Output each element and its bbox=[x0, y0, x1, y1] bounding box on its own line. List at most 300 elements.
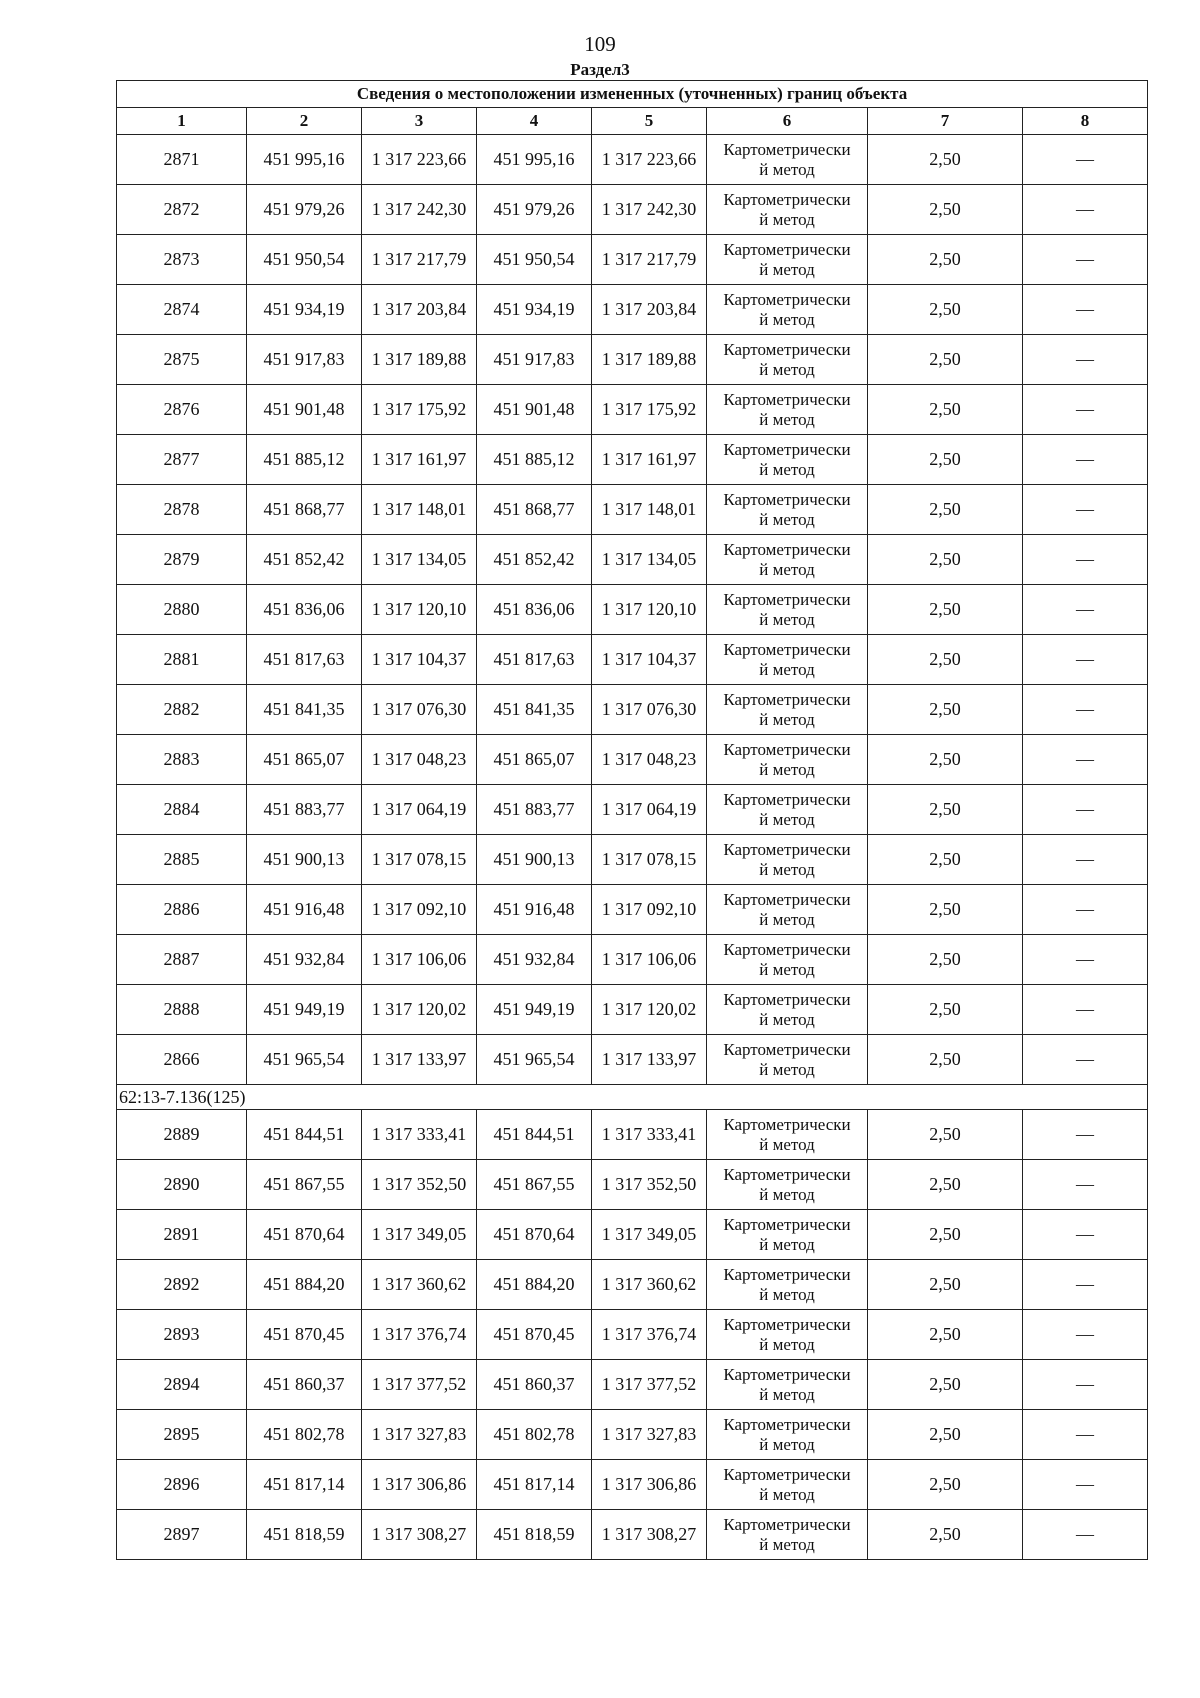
column-number: 3 bbox=[362, 108, 477, 135]
y-coordinate-new: 1 317 242,30 bbox=[592, 185, 707, 235]
group-label: 62:13-7.136(125) bbox=[117, 1085, 1148, 1110]
table-body-group-1 bbox=[117, 135, 1148, 1085]
x-coordinate: 451 932,84 bbox=[247, 935, 362, 985]
method-text-line: й метод bbox=[759, 709, 815, 729]
point-id: 2866 bbox=[117, 1035, 247, 1085]
method-text-line: й метод bbox=[759, 559, 815, 579]
method-cell bbox=[707, 435, 868, 485]
accuracy-value: 2,50 bbox=[868, 135, 1023, 185]
method-text-line: Картометрически bbox=[723, 239, 851, 259]
x-coordinate-new: 451 950,54 bbox=[477, 235, 592, 285]
x-coordinate-new: 451 865,07 bbox=[477, 735, 592, 785]
method-cell bbox=[707, 1360, 868, 1410]
table-row bbox=[117, 185, 1148, 235]
y-coordinate: 1 317 203,84 bbox=[362, 285, 477, 335]
x-coordinate: 451 867,55 bbox=[247, 1160, 362, 1210]
dash-cell: — bbox=[1023, 235, 1148, 285]
y-coordinate: 1 317 352,50 bbox=[362, 1160, 477, 1210]
dash-cell: — bbox=[1023, 985, 1148, 1035]
table-row bbox=[117, 1110, 1148, 1160]
method-text-line: й метод bbox=[759, 1284, 815, 1304]
y-coordinate-new: 1 317 064,19 bbox=[592, 785, 707, 835]
y-coordinate-new: 1 317 203,84 bbox=[592, 285, 707, 335]
table-row bbox=[117, 485, 1148, 535]
accuracy-value: 2,50 bbox=[868, 635, 1023, 685]
x-coordinate-new: 451 883,77 bbox=[477, 785, 592, 835]
y-coordinate-new: 1 317 134,05 bbox=[592, 535, 707, 585]
method-text-line: й метод bbox=[759, 609, 815, 629]
x-coordinate-new: 451 900,13 bbox=[477, 835, 592, 885]
method-text-line: й метод bbox=[759, 1184, 815, 1204]
method-cell bbox=[707, 335, 868, 385]
accuracy-value: 2,50 bbox=[868, 1210, 1023, 1260]
accuracy-value: 2,50 bbox=[868, 1260, 1023, 1310]
x-coordinate-new: 451 884,20 bbox=[477, 1260, 592, 1310]
y-coordinate-new: 1 317 376,74 bbox=[592, 1310, 707, 1360]
accuracy-value: 2,50 bbox=[868, 935, 1023, 985]
point-id: 2873 bbox=[117, 235, 247, 285]
x-coordinate-new: 451 949,19 bbox=[477, 985, 592, 1035]
method-cell bbox=[707, 235, 868, 285]
accuracy-value: 2,50 bbox=[868, 185, 1023, 235]
x-coordinate: 451 870,45 bbox=[247, 1310, 362, 1360]
y-coordinate-new: 1 317 092,10 bbox=[592, 885, 707, 935]
method-cell bbox=[707, 535, 868, 585]
method-text-line: й метод bbox=[759, 809, 815, 829]
method-text-line: Картометрически bbox=[723, 389, 851, 409]
y-coordinate-new: 1 317 352,50 bbox=[592, 1160, 707, 1210]
table-caption: Сведения о местоположении измененных (уточненных) границ объекта bbox=[117, 81, 1148, 108]
point-id: 2871 bbox=[117, 135, 247, 185]
y-coordinate: 1 317 064,19 bbox=[362, 785, 477, 835]
dash-cell: — bbox=[1023, 1360, 1148, 1410]
method-text-line: й метод bbox=[759, 909, 815, 929]
table-row bbox=[117, 585, 1148, 635]
method-cell bbox=[707, 785, 868, 835]
method-text-line: й метод bbox=[759, 1334, 815, 1354]
y-coordinate-new: 1 317 048,23 bbox=[592, 735, 707, 785]
x-coordinate-new: 451 916,48 bbox=[477, 885, 592, 935]
accuracy-value: 2,50 bbox=[868, 1310, 1023, 1360]
method-text-line: Картометрически bbox=[723, 789, 851, 809]
table-row bbox=[117, 1260, 1148, 1310]
point-id: 2880 bbox=[117, 585, 247, 635]
x-coordinate-new: 451 860,37 bbox=[477, 1360, 592, 1410]
method-text-line: й метод bbox=[759, 509, 815, 529]
y-coordinate-new: 1 317 106,06 bbox=[592, 935, 707, 985]
x-coordinate-new: 451 836,06 bbox=[477, 585, 592, 635]
table-row bbox=[117, 1410, 1148, 1460]
y-coordinate-new: 1 317 308,27 bbox=[592, 1510, 707, 1560]
dash-cell: — bbox=[1023, 1160, 1148, 1210]
y-coordinate-new: 1 317 223,66 bbox=[592, 135, 707, 185]
method-text-line: Картометрически bbox=[723, 539, 851, 559]
y-coordinate-new: 1 317 175,92 bbox=[592, 385, 707, 435]
method-cell bbox=[707, 185, 868, 235]
x-coordinate: 451 841,35 bbox=[247, 685, 362, 735]
x-coordinate: 451 950,54 bbox=[247, 235, 362, 285]
method-text-line: й метод bbox=[759, 459, 815, 479]
method-text-line: Картометрически bbox=[723, 839, 851, 859]
method-text-line: Картометрически bbox=[723, 1514, 851, 1534]
x-coordinate-new: 451 817,63 bbox=[477, 635, 592, 685]
method-text-line: Картометрически bbox=[723, 989, 851, 1009]
point-id: 2877 bbox=[117, 435, 247, 485]
x-coordinate: 451 852,42 bbox=[247, 535, 362, 585]
method-text-line: й метод bbox=[759, 159, 815, 179]
x-coordinate: 451 836,06 bbox=[247, 585, 362, 635]
method-cell bbox=[707, 1410, 868, 1460]
dash-cell: — bbox=[1023, 1110, 1148, 1160]
point-id: 2876 bbox=[117, 385, 247, 435]
accuracy-value: 2,50 bbox=[868, 785, 1023, 835]
method-cell bbox=[707, 485, 868, 535]
y-coordinate: 1 317 223,66 bbox=[362, 135, 477, 185]
x-coordinate: 451 865,07 bbox=[247, 735, 362, 785]
accuracy-value: 2,50 bbox=[868, 585, 1023, 635]
accuracy-value: 2,50 bbox=[868, 335, 1023, 385]
table-row bbox=[117, 1460, 1148, 1510]
accuracy-value: 2,50 bbox=[868, 1035, 1023, 1085]
group-heading bbox=[117, 1085, 1148, 1110]
y-coordinate: 1 317 106,06 bbox=[362, 935, 477, 985]
method-cell bbox=[707, 685, 868, 735]
x-coordinate: 451 934,19 bbox=[247, 285, 362, 335]
accuracy-value: 2,50 bbox=[868, 685, 1023, 735]
x-coordinate-new: 451 844,51 bbox=[477, 1110, 592, 1160]
method-text-line: Картометрически bbox=[723, 639, 851, 659]
point-id: 2886 bbox=[117, 885, 247, 935]
column-number: 1 bbox=[117, 108, 247, 135]
dash-cell: — bbox=[1023, 435, 1148, 485]
method-cell bbox=[707, 1260, 868, 1310]
dash-cell: — bbox=[1023, 385, 1148, 435]
y-coordinate: 1 317 134,05 bbox=[362, 535, 477, 585]
y-coordinate: 1 317 175,92 bbox=[362, 385, 477, 435]
x-coordinate: 451 883,77 bbox=[247, 785, 362, 835]
x-coordinate: 451 901,48 bbox=[247, 385, 362, 435]
point-id: 2884 bbox=[117, 785, 247, 835]
y-coordinate-new: 1 317 360,62 bbox=[592, 1260, 707, 1310]
dash-cell: — bbox=[1023, 585, 1148, 635]
accuracy-value: 2,50 bbox=[868, 285, 1023, 335]
x-coordinate-new: 451 818,59 bbox=[477, 1510, 592, 1560]
table-row bbox=[117, 1510, 1148, 1560]
x-coordinate-new: 451 868,77 bbox=[477, 485, 592, 535]
x-coordinate-new: 451 995,16 bbox=[477, 135, 592, 185]
dash-cell: — bbox=[1023, 485, 1148, 535]
accuracy-value: 2,50 bbox=[868, 885, 1023, 935]
dash-cell: — bbox=[1023, 335, 1148, 385]
accuracy-value: 2,50 bbox=[868, 435, 1023, 485]
y-coordinate: 1 317 360,62 bbox=[362, 1260, 477, 1310]
method-text-line: й метод bbox=[759, 209, 815, 229]
x-coordinate: 451 965,54 bbox=[247, 1035, 362, 1085]
y-coordinate: 1 317 242,30 bbox=[362, 185, 477, 235]
x-coordinate: 451 949,19 bbox=[247, 985, 362, 1035]
method-cell bbox=[707, 1035, 868, 1085]
y-coordinate: 1 317 306,86 bbox=[362, 1460, 477, 1510]
dash-cell: — bbox=[1023, 1310, 1148, 1360]
x-coordinate-new: 451 817,14 bbox=[477, 1460, 592, 1510]
method-text-line: Картометрически bbox=[723, 689, 851, 709]
y-coordinate: 1 317 120,02 bbox=[362, 985, 477, 1035]
y-coordinate-new: 1 317 161,97 bbox=[592, 435, 707, 485]
table-row bbox=[117, 135, 1148, 185]
method-cell bbox=[707, 735, 868, 785]
method-text-line: й метод bbox=[759, 309, 815, 329]
accuracy-value: 2,50 bbox=[868, 1110, 1023, 1160]
dash-cell: — bbox=[1023, 685, 1148, 735]
method-text-line: й метод bbox=[759, 859, 815, 879]
accuracy-value: 2,50 bbox=[868, 835, 1023, 885]
x-coordinate: 451 995,16 bbox=[247, 135, 362, 185]
x-coordinate: 451 884,20 bbox=[247, 1260, 362, 1310]
method-text-line: й метод bbox=[759, 1384, 815, 1404]
accuracy-value: 2,50 bbox=[868, 1460, 1023, 1510]
method-cell bbox=[707, 1210, 868, 1260]
point-id: 2887 bbox=[117, 935, 247, 985]
method-text-line: Картометрически bbox=[723, 1414, 851, 1434]
y-coordinate: 1 317 327,83 bbox=[362, 1410, 477, 1460]
dash-cell: — bbox=[1023, 785, 1148, 835]
y-coordinate: 1 317 333,41 bbox=[362, 1110, 477, 1160]
method-cell bbox=[707, 935, 868, 985]
table-row bbox=[117, 235, 1148, 285]
accuracy-value: 2,50 bbox=[868, 485, 1023, 535]
table-body-group-2 bbox=[117, 1110, 1148, 1560]
column-number: 4 bbox=[477, 108, 592, 135]
column-number: 7 bbox=[868, 108, 1023, 135]
dash-cell: — bbox=[1023, 285, 1148, 335]
y-coordinate: 1 317 092,10 bbox=[362, 885, 477, 935]
point-id: 2891 bbox=[117, 1210, 247, 1260]
y-coordinate-new: 1 317 133,97 bbox=[592, 1035, 707, 1085]
dash-cell: — bbox=[1023, 135, 1148, 185]
method-text-line: Картометрически bbox=[723, 739, 851, 759]
x-coordinate-new: 451 867,55 bbox=[477, 1160, 592, 1210]
y-coordinate-new: 1 317 217,79 bbox=[592, 235, 707, 285]
dash-cell: — bbox=[1023, 835, 1148, 885]
method-text-line: Картометрически bbox=[723, 889, 851, 909]
y-coordinate-new: 1 317 349,05 bbox=[592, 1210, 707, 1260]
x-coordinate: 451 844,51 bbox=[247, 1110, 362, 1160]
method-text-line: Картометрически bbox=[723, 1364, 851, 1384]
table-row bbox=[117, 735, 1148, 785]
x-coordinate-new: 451 932,84 bbox=[477, 935, 592, 985]
dash-cell: — bbox=[1023, 1210, 1148, 1260]
method-cell bbox=[707, 985, 868, 1035]
x-coordinate: 451 817,63 bbox=[247, 635, 362, 685]
point-id: 2875 bbox=[117, 335, 247, 385]
column-number: 5 bbox=[592, 108, 707, 135]
accuracy-value: 2,50 bbox=[868, 235, 1023, 285]
table-row bbox=[117, 1035, 1148, 1085]
point-id: 2882 bbox=[117, 685, 247, 735]
y-coordinate-new: 1 317 076,30 bbox=[592, 685, 707, 735]
column-number: 2 bbox=[247, 108, 362, 135]
method-text-line: Картометрически bbox=[723, 1164, 851, 1184]
dash-cell: — bbox=[1023, 1510, 1148, 1560]
method-text-line: й метод bbox=[759, 759, 815, 779]
method-text-line: Картометрически bbox=[723, 139, 851, 159]
method-text-line: Картометрически bbox=[723, 489, 851, 509]
accuracy-value: 2,50 bbox=[868, 1160, 1023, 1210]
y-coordinate: 1 317 308,27 bbox=[362, 1510, 477, 1560]
method-text-line: й метод bbox=[759, 359, 815, 379]
column-numbers-row bbox=[117, 108, 1148, 135]
method-cell bbox=[707, 1110, 868, 1160]
y-coordinate: 1 317 217,79 bbox=[362, 235, 477, 285]
table-row bbox=[117, 885, 1148, 935]
y-coordinate: 1 317 377,52 bbox=[362, 1360, 477, 1410]
x-coordinate-new: 451 901,48 bbox=[477, 385, 592, 435]
page-number: 109 bbox=[584, 32, 616, 56]
x-coordinate-new: 451 870,64 bbox=[477, 1210, 592, 1260]
column-number: 6 bbox=[707, 108, 868, 135]
point-id: 2874 bbox=[117, 285, 247, 335]
table-caption-row bbox=[117, 81, 1148, 108]
dash-cell: — bbox=[1023, 935, 1148, 985]
y-coordinate-new: 1 317 306,86 bbox=[592, 1460, 707, 1510]
table-row bbox=[117, 985, 1148, 1035]
x-coordinate: 451 868,77 bbox=[247, 485, 362, 535]
point-id: 2892 bbox=[117, 1260, 247, 1310]
x-coordinate-new: 451 802,78 bbox=[477, 1410, 592, 1460]
method-text-line: Картометрически bbox=[723, 1314, 851, 1334]
section-title: Раздел3 bbox=[570, 60, 630, 79]
method-text-line: Картометрически bbox=[723, 439, 851, 459]
method-text-line: Картометрически bbox=[723, 1214, 851, 1234]
x-coordinate: 451 818,59 bbox=[247, 1510, 362, 1560]
table-row bbox=[117, 1210, 1148, 1260]
method-text-line: й метод bbox=[759, 1534, 815, 1554]
method-text-line: й метод bbox=[759, 1009, 815, 1029]
point-id: 2889 bbox=[117, 1110, 247, 1160]
table-row bbox=[117, 785, 1148, 835]
point-id: 2878 bbox=[117, 485, 247, 535]
method-cell bbox=[707, 1310, 868, 1360]
method-cell bbox=[707, 385, 868, 435]
table-row bbox=[117, 685, 1148, 735]
table-row bbox=[117, 1310, 1148, 1360]
x-coordinate: 451 870,64 bbox=[247, 1210, 362, 1260]
column-number: 8 bbox=[1023, 108, 1148, 135]
coordinates-table bbox=[116, 80, 1148, 1560]
dash-cell: — bbox=[1023, 635, 1148, 685]
y-coordinate-new: 1 317 333,41 bbox=[592, 1110, 707, 1160]
method-cell bbox=[707, 885, 868, 935]
table-row bbox=[117, 835, 1148, 885]
y-coordinate: 1 317 376,74 bbox=[362, 1310, 477, 1360]
table-row bbox=[117, 335, 1148, 385]
accuracy-value: 2,50 bbox=[868, 1510, 1023, 1560]
y-coordinate: 1 317 161,97 bbox=[362, 435, 477, 485]
accuracy-value: 2,50 bbox=[868, 1360, 1023, 1410]
point-id: 2881 bbox=[117, 635, 247, 685]
method-text-line: й метод bbox=[759, 959, 815, 979]
table-row bbox=[117, 635, 1148, 685]
point-id: 2885 bbox=[117, 835, 247, 885]
method-cell bbox=[707, 585, 868, 635]
point-id: 2897 bbox=[117, 1510, 247, 1560]
accuracy-value: 2,50 bbox=[868, 385, 1023, 435]
table-row bbox=[117, 385, 1148, 435]
accuracy-value: 2,50 bbox=[868, 735, 1023, 785]
table-row bbox=[117, 935, 1148, 985]
accuracy-value: 2,50 bbox=[868, 985, 1023, 1035]
x-coordinate: 451 917,83 bbox=[247, 335, 362, 385]
method-text-line: Картометрически bbox=[723, 1264, 851, 1284]
y-coordinate-new: 1 317 189,88 bbox=[592, 335, 707, 385]
x-coordinate-new: 451 934,19 bbox=[477, 285, 592, 335]
dash-cell: — bbox=[1023, 1035, 1148, 1085]
method-cell bbox=[707, 135, 868, 185]
method-cell bbox=[707, 635, 868, 685]
point-id: 2879 bbox=[117, 535, 247, 585]
y-coordinate: 1 317 133,97 bbox=[362, 1035, 477, 1085]
method-text-line: й метод bbox=[759, 409, 815, 429]
dash-cell: — bbox=[1023, 1410, 1148, 1460]
x-coordinate-new: 451 885,12 bbox=[477, 435, 592, 485]
table-row bbox=[117, 435, 1148, 485]
accuracy-value: 2,50 bbox=[868, 1410, 1023, 1460]
y-coordinate-new: 1 317 120,02 bbox=[592, 985, 707, 1035]
dash-cell: — bbox=[1023, 1260, 1148, 1310]
method-cell bbox=[707, 1460, 868, 1510]
table-row bbox=[117, 1360, 1148, 1410]
dash-cell: — bbox=[1023, 535, 1148, 585]
method-text-line: Картометрически bbox=[723, 189, 851, 209]
method-cell bbox=[707, 1160, 868, 1210]
x-coordinate: 451 802,78 bbox=[247, 1410, 362, 1460]
y-coordinate: 1 317 120,10 bbox=[362, 585, 477, 635]
method-text-line: й метод bbox=[759, 1059, 815, 1079]
x-coordinate: 451 900,13 bbox=[247, 835, 362, 885]
dash-cell: — bbox=[1023, 735, 1148, 785]
method-text-line: й метод bbox=[759, 659, 815, 679]
point-id: 2896 bbox=[117, 1460, 247, 1510]
method-cell bbox=[707, 835, 868, 885]
y-coordinate: 1 317 078,15 bbox=[362, 835, 477, 885]
method-text-line: й метод bbox=[759, 1234, 815, 1254]
dash-cell: — bbox=[1023, 185, 1148, 235]
y-coordinate: 1 317 148,01 bbox=[362, 485, 477, 535]
y-coordinate-new: 1 317 377,52 bbox=[592, 1360, 707, 1410]
y-coordinate-new: 1 317 104,37 bbox=[592, 635, 707, 685]
x-coordinate: 451 979,26 bbox=[247, 185, 362, 235]
point-id: 2888 bbox=[117, 985, 247, 1035]
method-text-line: Картометрически bbox=[723, 289, 851, 309]
table-row bbox=[117, 285, 1148, 335]
point-id: 2872 bbox=[117, 185, 247, 235]
method-text-line: Картометрически bbox=[723, 939, 851, 959]
x-coordinate: 451 916,48 bbox=[247, 885, 362, 935]
y-coordinate: 1 317 048,23 bbox=[362, 735, 477, 785]
point-id: 2895 bbox=[117, 1410, 247, 1460]
method-text-line: Картометрически bbox=[723, 589, 851, 609]
x-coordinate-new: 451 841,35 bbox=[477, 685, 592, 735]
y-coordinate: 1 317 104,37 bbox=[362, 635, 477, 685]
method-text-line: Картометрически bbox=[723, 1464, 851, 1484]
x-coordinate: 451 885,12 bbox=[247, 435, 362, 485]
point-id: 2883 bbox=[117, 735, 247, 785]
y-coordinate: 1 317 189,88 bbox=[362, 335, 477, 385]
table-row bbox=[117, 1160, 1148, 1210]
y-coordinate-new: 1 317 120,10 bbox=[592, 585, 707, 635]
y-coordinate-new: 1 317 078,15 bbox=[592, 835, 707, 885]
x-coordinate: 451 817,14 bbox=[247, 1460, 362, 1510]
